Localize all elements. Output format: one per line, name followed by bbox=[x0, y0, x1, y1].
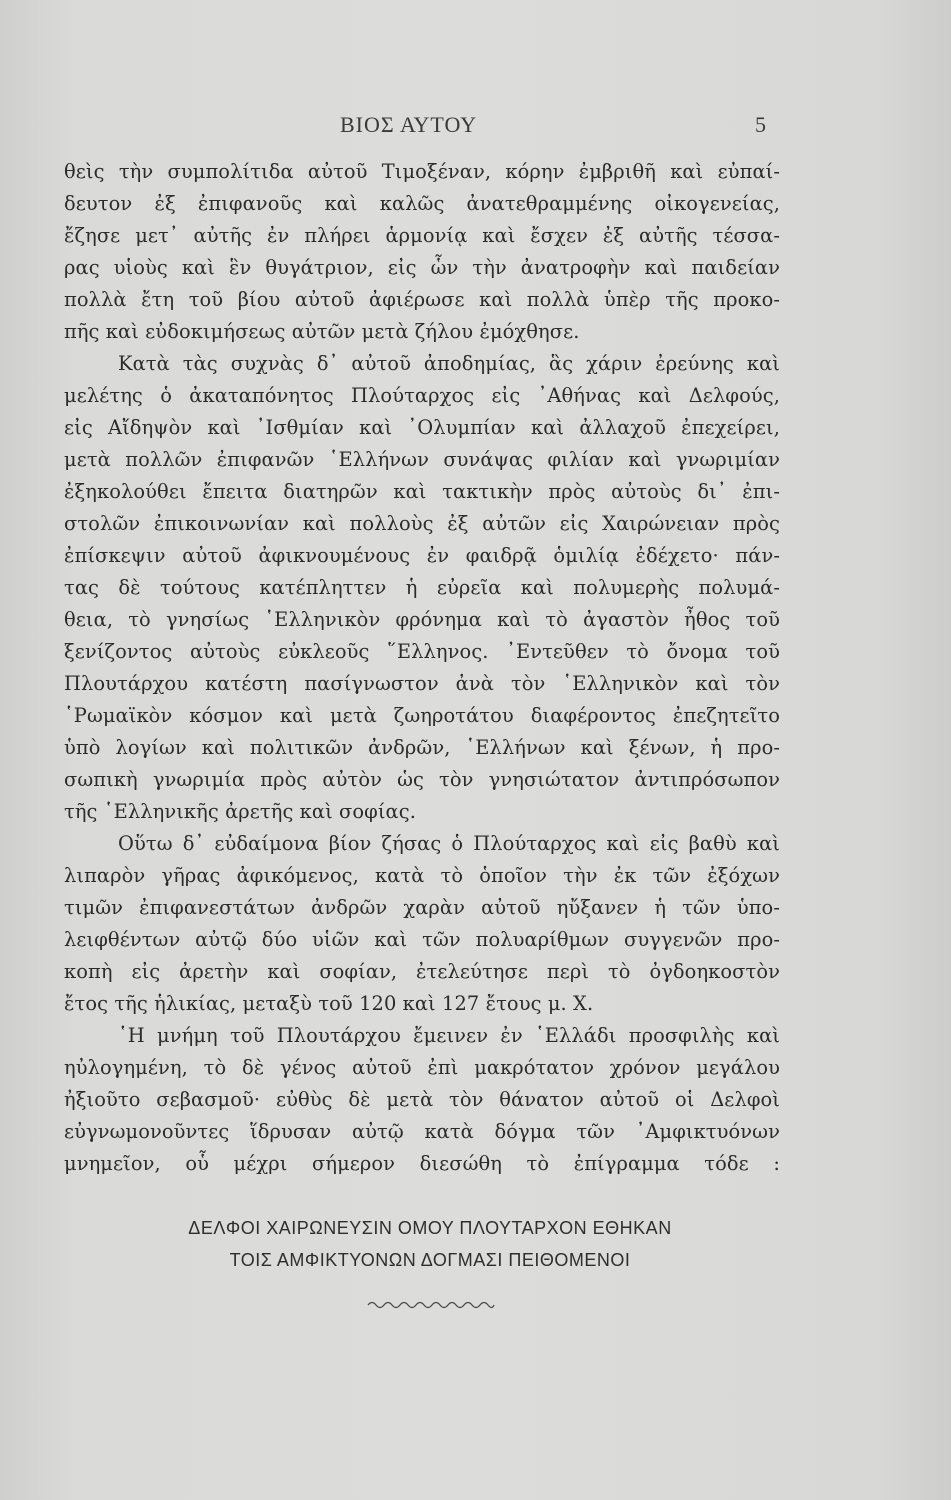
text-line: πολλὰ ἔτη τοῦ βίου αὐτοῦ ἀφιέρωσε καὶ πολλὰ ὑπὲρ τῆς προκο- bbox=[64, 288, 780, 311]
text-line: ὑπὸ λογίων καὶ πολιτικῶν ἀνδρῶν, ῾Ελλήνων καὶ ξένων, ἡ προ- bbox=[64, 736, 780, 759]
text-line: στολῶν ἐπικοινωνίαν καὶ πολλοὺς ἐξ αὐτῶν εἰς Χαιρώνειαν πρὸς bbox=[64, 512, 780, 535]
text-line: δευτον ἐξ ἐπιφανοῦς καὶ καλῶς ἀνατεθραμμένης οἰκογενείας, bbox=[64, 192, 780, 215]
running-head bbox=[0, 112, 951, 142]
text-line: πῆς καὶ εὐδοκιμήσεως αὐτῶν μετὰ ζήλου ἐμόχθησε. bbox=[64, 320, 580, 343]
text-line: λιπαρὸν γῆρας ἀφικόμενος, κατὰ τὸ ὁποῖον τὴν ἐκ τῶν ἐξόχων bbox=[64, 864, 780, 887]
text-line: ἔτος τῆς ἡλικίας, μεταξὺ τοῦ 120 καὶ 127 ἔτους μ. Χ. bbox=[64, 992, 594, 1015]
inscription-line-2: ΤΟΙΣ ΑΜΦΙΚΤΥΟΝΩΝ ΔΟΓΜΑΣΙ ΠΕΙΘΟΜΕΝΟΙ bbox=[229, 1250, 631, 1270]
text-line: λειφθέντων αὐτῷ δύο υἱῶν καὶ τῶν πολυαρίθμων συγγενῶν προ- bbox=[64, 928, 780, 951]
text-line: ηὐλογημένη, τὸ δὲ γένος αὐτοῦ ἐπὶ μακρότατον χρόνον μεγάλου bbox=[64, 1056, 780, 1079]
text-line: τῆς ῾Ελληνικῆς ἀρετῆς καὶ σοφίας. bbox=[64, 800, 416, 823]
text-line: τιμῶν ἐπιφανεστάτων ἀνδρῶν χαρὰν αὐτοῦ ηὔξανεν ἡ τῶν ὑπο- bbox=[64, 896, 780, 919]
wavy-rule-ornament-icon bbox=[366, 1298, 496, 1310]
text-line: τας δὲ τούτους κατέπληττεν ἡ εὐρεῖα καὶ πολυμερὴς πολυμά- bbox=[64, 576, 780, 599]
text-line: ρας υἱοὺς καὶ ἓν θυγάτριον, εἰς ὧν τὴν ἀνατροφὴν καὶ παιδείαν bbox=[64, 256, 780, 279]
text-line: ἐπίσκεψιν αὐτοῦ ἀφικνουμένους ἐν φαιδρᾷ ὁμιλίᾳ ἐδέχετο· πάν- bbox=[64, 544, 780, 567]
inscription-line-1: ΔΕΛΦΟΙ ΧΑΙΡΩΝΕΥΣΙΝ ΟΜΟΥ ΠΛΟΥΤΑΡΧΟΝ ΕΘΗΚΑΝ bbox=[188, 1218, 672, 1238]
text-line: μελέτης ὁ ἀκαταπόνητος Πλούταρχος εἰς ᾿Αθήνας καὶ Δελφούς, bbox=[64, 384, 780, 407]
text-line: κοπὴ εἰς ἀρετὴν καὶ σοφίαν, ἐτελεύτησε περὶ τὸ ὀγδοηκοστὸν bbox=[64, 960, 780, 983]
text-line: θεια, τὸ γνησίως ῾Ελληνικὸν φρόνημα καὶ τὸ ἀγαστὸν ἦθος τοῦ bbox=[64, 608, 780, 631]
text-line: σωπικὴ γνωριμία πρὸς αὐτὸν ὡς τὸν γνησιώτατον ἀντιπρόσωπον bbox=[64, 768, 780, 791]
body-text bbox=[64, 156, 780, 1180]
text-line: ἔζησε μετ᾿ αὐτῆς ἐν πλήρει ἁρμονίᾳ καὶ ἔσχεν ἐξ αὐτῆς τέσσα- bbox=[64, 224, 780, 247]
text-line: μετὰ πολλῶν ἐπιφανῶν ῾Ελλήνων συνάψας φιλίαν καὶ γνωριμίαν bbox=[64, 448, 780, 471]
text-line: ῾Ρωμαϊκὸν κόσμον καὶ μετὰ ζωηροτάτου διαφέροντος ἐπεζητεῖτο bbox=[64, 704, 780, 727]
text-line: ἐξηκολούθει ἔπειτα διατηρῶν καὶ τακτικὴν πρὸς αὐτοὺς δι᾿ ἐπι- bbox=[64, 480, 780, 503]
text-line: μνημεῖον, οὗ μέχρι σήμερον διεσώθη τὸ ἐπίγραμμα τόδε : bbox=[64, 1152, 780, 1175]
text-line: Κατὰ τὰς συχνὰς δ᾿ αὐτοῦ ἀποδημίας, ἃς χάριν ἐρεύνης καὶ bbox=[118, 352, 780, 375]
running-title: ΒΙΟΣ ΑΥΤΟΥ bbox=[340, 112, 478, 137]
text-line: ῾Η μνήμη τοῦ Πλουτάρχου ἔμεινεν ἐν ῾Ελλάδι προσφιλὴς καὶ bbox=[118, 1024, 780, 1047]
inscription bbox=[120, 1212, 740, 1276]
text-line: εὐγνωμονοῦντες ἵδρυσαν αὐτῷ κατὰ δόγμα τῶν ᾿Αμφικτυόνων bbox=[64, 1120, 780, 1143]
text-line: Οὕτω δ᾿ εὐδαίμονα βίον ζήσας ὁ Πλούταρχος καὶ εἰς βαθὺ καὶ bbox=[118, 832, 780, 855]
text-line: ἠξιοῦτο σεβασμοῦ· εὐθὺς δὲ μετὰ τὸν θάνατον αὐτοῦ οἱ Δελφοὶ bbox=[64, 1088, 780, 1111]
text-line: εἰς Αἴδηψὸν καὶ ᾿Ισθμίαν καὶ ᾿Ολυμπίαν καὶ ἀλλαχοῦ ἐπεχείρει, bbox=[64, 416, 780, 439]
text-line: θεὶς τὴν συμπολίτιδα αὐτοῦ Τιμοξέναν, κόρην ἐμβριθῆ καὶ εὐπαί- bbox=[64, 160, 780, 183]
text-line: ξενίζοντος αὐτοὺς εὐκλεοῦς ῞Ελληνος. ᾿Εντεῦθεν τὸ ὄνομα τοῦ bbox=[64, 640, 780, 663]
text-line: Πλουτάρχου κατέστη πασίγνωστον ἀνὰ τὸν ῾Ελληνικὸν καὶ τὸν bbox=[64, 672, 780, 695]
page-number: 5 bbox=[755, 112, 766, 137]
